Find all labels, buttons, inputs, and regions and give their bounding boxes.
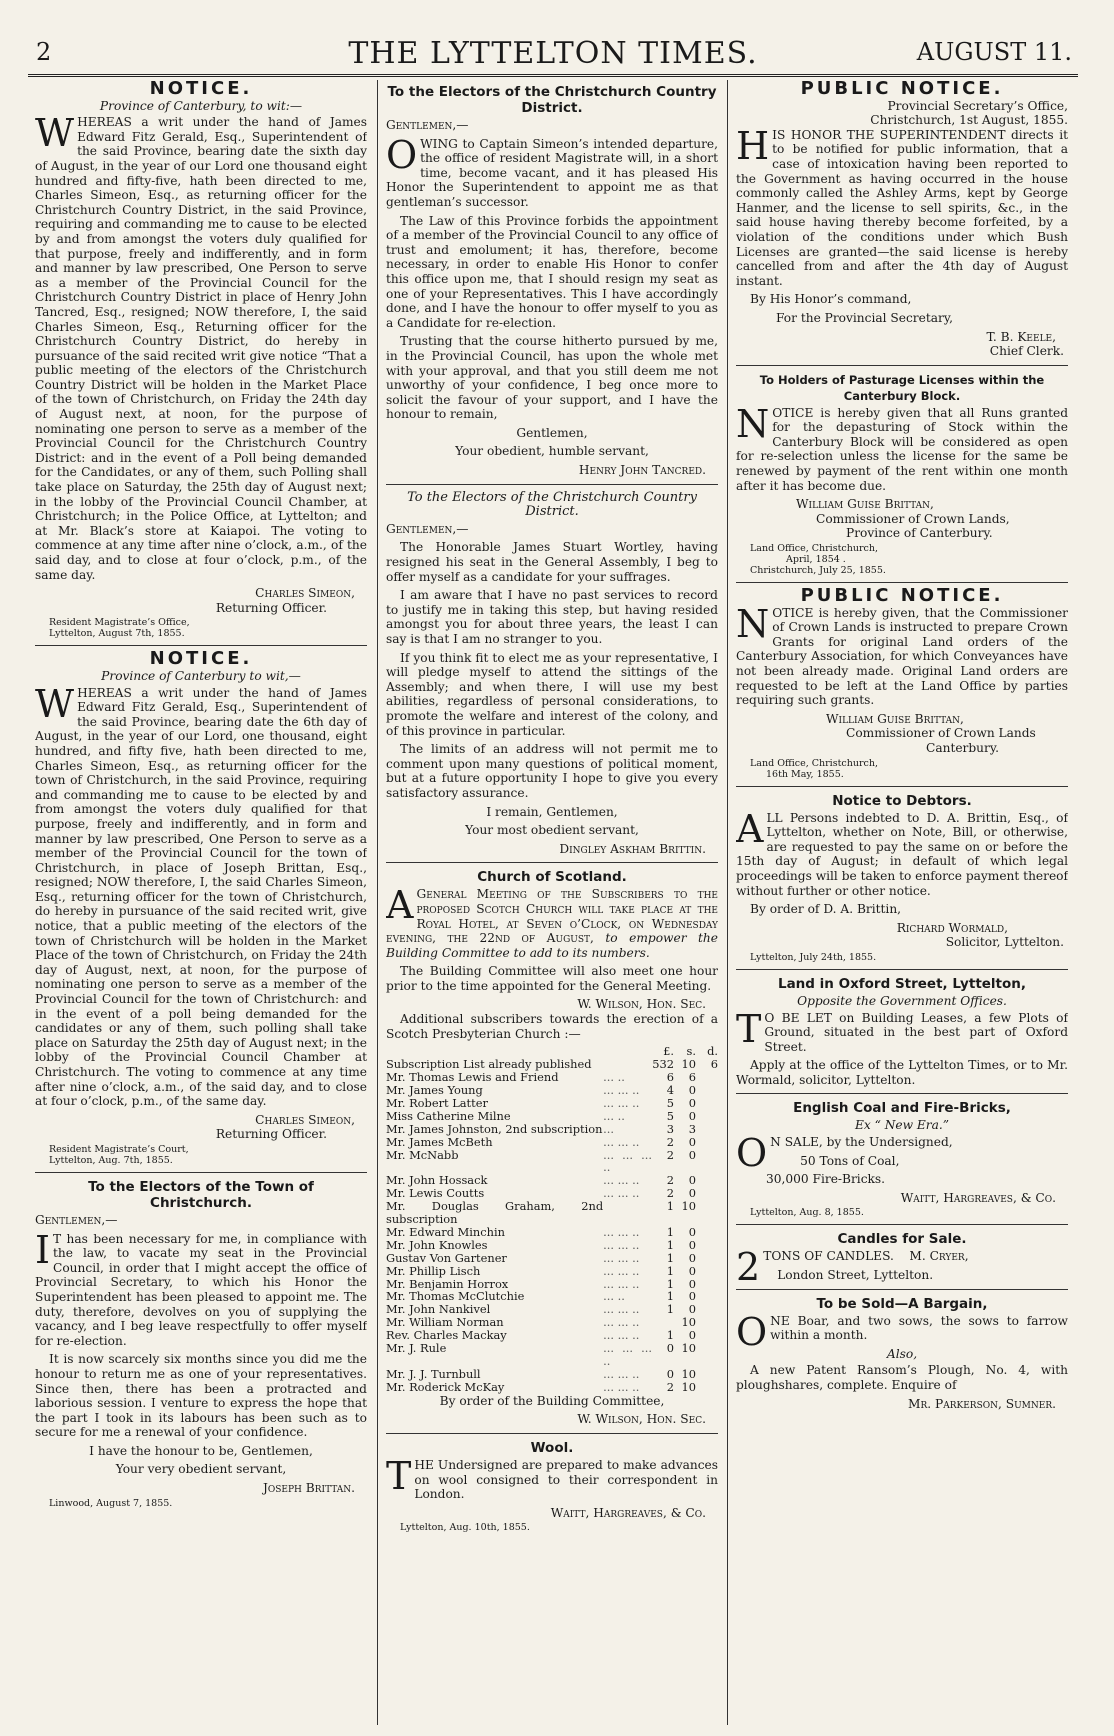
church-paragraph: A General Meeting of the Subscribers to the proposed Scotch Church will take place at the Royal Hotel, at Seven o’Clock, on Wednesday evening, the 22nd of August, to empower the Building Committee to add to its numbers.	[386, 883, 718, 960]
separator	[736, 365, 1068, 366]
signature-title: Chief Clerk.	[989, 344, 1064, 359]
address-line: April, 1854 .	[786, 554, 846, 566]
amount-shillings: 0	[688, 1173, 696, 1188]
notice-heading: Candles for Sale.	[837, 1231, 967, 1248]
table-row	[386, 1110, 718, 1123]
leader-dots: ... ... ..	[603, 1224, 640, 1239]
amount-pence	[696, 1381, 718, 1394]
address-line: Land Office, Christchurch,	[750, 757, 878, 769]
leader-dots: ... ..	[603, 1289, 625, 1304]
amount-pounds: 1	[666, 1289, 674, 1304]
amount-shillings: 0	[688, 1328, 696, 1343]
subscriber-name: Mr. John Knowles	[386, 1237, 488, 1252]
subscriber-name: Subscription List already published	[386, 1057, 592, 1072]
date-line: Lyttelton, Aug. 10th, 1855.	[400, 1522, 530, 1534]
table-row	[386, 1368, 718, 1381]
drop-cap: O	[736, 1131, 768, 1176]
subscriber-name: Mr. Thomas McClutchie	[386, 1289, 525, 1304]
table-row	[386, 1136, 718, 1149]
amount-pounds: 2	[666, 1147, 674, 1162]
subscriber-name: Mr. Lewis Coutts	[386, 1186, 485, 1201]
amount-shillings: 3	[688, 1121, 696, 1136]
drop-cap: O	[386, 132, 418, 177]
leader-dots: ... ... ... ..	[603, 1341, 652, 1368]
signature-name: W. Wilson, Hon. Sec.	[577, 1412, 706, 1427]
subscriber-name: Miss Catherine Milne	[386, 1108, 511, 1123]
amount-shillings: 10	[681, 1057, 696, 1072]
church-paragraph: The Building Committee will also meet one hour prior to the time appointed for the General Meeting.	[386, 964, 718, 993]
column-header: £.	[663, 1044, 674, 1059]
signature-title: Commissioner of Crown Lands	[846, 726, 1036, 741]
subscriber-name: Mr. James Young	[386, 1082, 483, 1097]
date-line: Linwood, August 7, 1855.	[49, 1497, 173, 1509]
drop-cap: N	[736, 601, 770, 646]
separator	[736, 1289, 1068, 1290]
closing-line: I remain, Gentlemen,	[486, 804, 618, 819]
subscriber-name: Mr. Edward Minchin	[386, 1224, 505, 1239]
notice-body: T O BE LET on Building Leases, a few Plots of Ground, situated in the best part of Oxford Street.	[736, 1006, 1068, 1054]
subscriber-name: Gustav Von Gartener	[386, 1250, 507, 1265]
leader-dots: ... ... ..	[603, 1263, 640, 1278]
leader-dots	[603, 1200, 652, 1226]
address-electors-town	[35, 1179, 367, 1509]
date-line: Lyttelton, Aug. 7th, 1855.	[49, 1154, 173, 1166]
address-tancred	[386, 84, 718, 478]
drop-cap: T	[736, 1006, 762, 1051]
amount-pence	[696, 1149, 718, 1175]
amount-pounds: 0	[666, 1341, 674, 1356]
issue-date: AUGUST 11.	[916, 38, 1072, 66]
date-line: Lyttelton, August 7th, 1855.	[49, 628, 185, 640]
notice-body: HIS HONOR THE SUPERINTENDENT directs it to be notified for public information, that a case of intoxication having been reported to the Government as having occurred in the house commonly called the Ashley Arms, kept by George Hanmer, and the license to sell spirits, &c., in the said house having thereby become forfeited, by a violation of the conditions under which Bush Licenses are granted—the said license is hereby cancelled from and after the 4th day of August instant.	[736, 123, 1068, 288]
masthead-rule	[28, 74, 1078, 77]
drop-cap: W	[35, 681, 75, 726]
separator	[35, 1172, 367, 1173]
closing-line: I have the honour to be, Gentlemen,	[89, 1443, 313, 1458]
newspaper-title: THE LYTTELTON TIMES.	[348, 36, 758, 71]
notice-subheading: Province of Canterbury, to wit:—	[99, 98, 303, 113]
subscriber-name: Mr. J. J. Turnbull	[386, 1366, 481, 1381]
signature-title: Canterbury.	[926, 740, 999, 755]
drop-cap: A	[736, 806, 764, 851]
subscriber-name: Mr. Roderick McKay	[386, 1379, 505, 1394]
address-heading: To the Electors of the Town of Christchurch.	[88, 1178, 314, 1211]
amount-shillings: 0	[688, 1289, 696, 1304]
separator	[736, 786, 1068, 787]
amount-pounds: 1	[666, 1224, 674, 1239]
subscriber-name: Mr. McNabb	[386, 1147, 459, 1162]
amount-pence	[696, 1097, 718, 1110]
amount-shillings: 0	[688, 1237, 696, 1252]
leader-dots: ... ... ..	[603, 1173, 640, 1188]
amount-pence	[696, 1110, 718, 1123]
closing-line: Your very obedient servant,	[115, 1462, 287, 1477]
notice-body: WHEREAS a writ under the hand of James Edward Fitz Gerald, Esq., Superintendent of the said Province, bearing date the sixth day of August, in the year of our Lord one thousand eight hundred and fifty-five, hath been directed to me, Charles Simeon, Esq., as returning officer for the Christchurch Country District, in the said Province, requiring and commanding me to cause to be elected by and from amongst the voters duly qualified for that purpose, freely and indifferently, and in form and manner by law prescribed, One Person to serve as a member of the Provincial Council for the Christchurch Country District in place of Henry John Tancred, Esq., resigned; NOW therefore, I, the said Charles Simeon, Esq., Returning officer for the Christchurch Country District, do hereby in pursuance of the said recited writ give notice “That a public meeting of the electors of the Christchurch Country District will be holden in the Market Place of the town of Christchurch, on Friday the 24th day of August next, at noon, for the purpose of nominating one person to serve as a member of the Provincial Council for the Christchurch Country District: and in the event of a Poll being demanded for the Candidates, or any of them, such Polling shall take place on Saturday, the 25th day of August next; in the lobby of the Provincial Council Chamber, at Christchurch; in the Police Office, at Lyttelton; and at Mr. Black’s store at Kaiapoi. The voting to commence at any time after nine o’clock, a.m., of the said day, and to close at four o’clock, p.m., of the same day.	[35, 111, 367, 582]
signature-name: Dingley Askham Brittin.	[559, 841, 706, 856]
office-line: Provincial Secretary’s Office,	[887, 98, 1068, 113]
amount-pounds: 1	[666, 1263, 674, 1278]
leader-dots: ... ... ..	[603, 1379, 640, 1394]
amount-pence	[696, 1329, 718, 1342]
amount-shillings: 0	[688, 1276, 696, 1291]
amount-shillings: 10	[681, 1341, 696, 1356]
signature-name: Henry John Tancred.	[578, 463, 706, 478]
table-row	[386, 1123, 718, 1136]
address-paragraph: The Law of this Province forbids the appointment of a member of the Provincial Council to any office of trust and emolument; it has, therefore, become necessary, in order to enable His Honor to confer this office upon me, that I should resign my seat as one of your Representatives. This I have accordingly done, and I have the honour to offer myself to you as a Candidate for re-election.	[386, 213, 718, 330]
closing-line: Your most obedient servant,	[465, 823, 639, 838]
notice-body: WHEREAS a writ under the hand of James Edward Fitz Gerald, Esq., Superintendent of the said Province, bearing date the 6th day of August, in the year of our Lord, one thousand, eight hundred, and fifty five, hath been directed to me, Charles Simeon, Esq., as returning officer for the town of Christchurch, in the said Province, requiring and commanding me to cause to be elected by and from amongst the voters duly qualified for that purpose, freely and indifferently, and in form and manner by law prescribed, One Person to serve as a member of the Provincial Council for the town of Christchurch, in place of Joseph Brittan, Esq., resigned; NOW therefore, I, the said Charles Simeon, Esq., returning officer for the town of Christchurch, do hereby in pursuance of the said recited writ, give notice, that a public meeting of the electors of the town of Christchurch will be holden in the Market Place of the town of Christchurch, on Friday the 24th day of August, next, at noon, for the purpose of nominating one person to serve as a member of the Provincial Council for the town of Christchurch: and in the event of a poll being demanded for the candidates or any of them, such polling shall take place on Saturday the 25th day of August next; in the lobby of the Provincial Council Chamber at Christchurch. The voting to commence at any time after nine o’clock, a.m., of the said day, and to close at four o’clock, p.m., of the same day.	[35, 681, 367, 1109]
table-row	[386, 1226, 718, 1239]
closing-line: Gentlemen,	[516, 425, 588, 440]
address-paragraph: If you think fit to elect me as your representative, I will pledge myself to attend the sittings of the Assembly; and when there, I will use my best abilities, regardless of personal considerations, to promote the welfare and interest of the colony, and of this province in particular.	[386, 650, 718, 738]
signature-name: Joseph Brittan.	[263, 1481, 355, 1496]
amount-shillings: 0	[688, 1095, 696, 1110]
public-notice-license	[736, 82, 1068, 359]
to-be-sold	[736, 1296, 1068, 1412]
separator	[736, 1224, 1068, 1225]
amount-shillings: 10	[681, 1199, 696, 1214]
subscriber-name: Rev. Charles Mackay	[386, 1328, 507, 1343]
drop-cap: 2	[736, 1245, 761, 1290]
amount-pence	[696, 1290, 718, 1303]
leader-dots: ... ... ..	[603, 1250, 640, 1265]
amount-pounds: 1	[666, 1328, 674, 1343]
amount-pence	[696, 1239, 718, 1252]
amount-pence	[696, 1265, 718, 1278]
leader-dots: ... ..	[603, 1070, 625, 1085]
amount-pence	[696, 1303, 718, 1316]
subscriber-name: Mr. Douglas Graham, 2nd subscription	[386, 1199, 604, 1227]
table-row	[386, 1200, 718, 1226]
drop-cap: W	[35, 111, 75, 156]
drop-cap: O	[736, 1309, 768, 1354]
notice-body: O N SALE, by the Undersigned,	[736, 1131, 953, 1176]
table-row	[386, 1252, 718, 1265]
amount-pence	[696, 1123, 718, 1136]
drop-cap: I	[35, 1227, 51, 1272]
column-divider	[727, 80, 728, 1725]
salutation: Gentlemen,—	[35, 1212, 118, 1227]
table-row	[386, 1097, 718, 1110]
pasturage-notice	[736, 372, 1068, 576]
notice-heading: NOTICE.	[149, 648, 253, 670]
amount-shillings: 0	[688, 1147, 696, 1162]
amount-pence: 6	[710, 1057, 718, 1072]
signature-name: William Guise Brittan,	[796, 497, 934, 512]
amount-shillings: 6	[688, 1070, 696, 1085]
church-paragraph: Additional subscribers towards the erection of a Scotch Presbyterian Church :—	[386, 1012, 718, 1041]
notice-heading: PUBLIC NOTICE.	[800, 585, 1004, 607]
notice-heading: To be Sold—A Bargain,	[816, 1295, 988, 1312]
column-header: d.	[707, 1044, 718, 1059]
amount-pounds: 3	[666, 1121, 674, 1136]
date-line: 16th May, 1855.	[766, 768, 844, 780]
church-of-scotland	[386, 869, 718, 1427]
masthead	[28, 34, 1078, 74]
amount-shillings: 10	[681, 1379, 696, 1394]
amount-pounds: 6	[666, 1070, 674, 1085]
notice-line: A new Patent Ransom’s Plough, No. 4, with ploughshares, complete. Enquire of	[736, 1363, 1068, 1392]
subscription-table	[386, 1045, 718, 1393]
notice-heading: Land in Oxford Street, Lyttelton,	[777, 975, 1027, 992]
salutation: Gentlemen,—	[386, 118, 469, 132]
subscriber-name: Mr. John Hossack	[386, 1173, 488, 1188]
date-line: Lyttelton, July 24th, 1855.	[750, 951, 877, 963]
church-heading: Church of Scotland.	[477, 869, 627, 886]
amount-shillings: 0	[688, 1108, 696, 1123]
amount-pence	[696, 1200, 718, 1226]
leader-dots: ... ... ..	[603, 1276, 640, 1291]
signature-title: Returning Officer.	[215, 1127, 327, 1142]
amount-shillings: 0	[688, 1302, 696, 1317]
candles-for-sale	[736, 1231, 1068, 1290]
notice-subheading: Opposite the Government Offices.	[797, 993, 1007, 1008]
address-line: Land Office, Christchurch,	[750, 543, 878, 555]
table-row	[386, 1149, 718, 1175]
closing-line: By order of the Building Committee,	[439, 1393, 665, 1408]
notice-subheading: Province of Canterbury to wit,—	[101, 668, 301, 683]
leader-dots: ... ... ..	[603, 1186, 640, 1201]
amount-pence	[696, 1187, 718, 1200]
public-notice-grants	[736, 585, 1068, 780]
amount-pence	[696, 1278, 718, 1291]
separator	[736, 969, 1068, 970]
signature-name: Waitt, Hargreaves, & Co.	[900, 1190, 1056, 1205]
notice-line: By His Honor’s command,	[750, 292, 912, 307]
notice-line: 50 Tons of Coal,	[800, 1153, 900, 1168]
salutation: Gentlemen,—	[386, 521, 469, 536]
leader-dots: ... ... ..	[603, 1366, 640, 1381]
amount-shillings: 0	[688, 1250, 696, 1265]
signature-name: William Guise Brittan,	[826, 711, 964, 726]
notice-country-district	[35, 82, 367, 639]
amount-shillings: 0	[688, 1186, 696, 1201]
signature-name: Charles Simeon,	[255, 1112, 355, 1127]
leader-dots: ... ... ..	[603, 1095, 640, 1110]
amount-pence	[696, 1136, 718, 1149]
amount-pence	[696, 1252, 718, 1265]
date-line: Lyttelton, Aug. 8, 1855.	[750, 1207, 864, 1219]
address-paragraph: OWING to Captain Simeon’s intended departure, the office of resident Magistrate will, in a short time, become vacant, and it has pleased His Honor the Superintendent to appoint me as that gentleman’s successor.	[386, 132, 718, 209]
notice-body: ONE Boar, and two sows, the sows to farrow within a month.	[736, 1309, 1068, 1354]
separator	[386, 484, 718, 485]
signature-title: Solicitor, Lyttelton.	[945, 935, 1064, 950]
closing-line: Your obedient, humble servant,	[455, 444, 649, 459]
notice-heading: English Coal and Fire-Bricks,	[793, 1100, 1011, 1117]
column-header: s.	[686, 1044, 696, 1059]
subscriber-name: Mr. John Nankivel	[386, 1302, 491, 1317]
notice-heading: PUBLIC NOTICE.	[800, 80, 1004, 99]
signature-title: Province of Canterbury.	[846, 526, 993, 541]
subscriber-name: Mr. J. Rule	[386, 1341, 447, 1356]
column-divider	[377, 80, 378, 1725]
amount-pence	[696, 1084, 718, 1097]
amount-pence	[696, 1342, 718, 1368]
notice-town-christchurch	[35, 648, 367, 1166]
wool-heading: Wool.	[530, 1439, 574, 1456]
leader-dots: ... ... ..	[603, 1328, 640, 1343]
subscriber-name: Mr. Robert Latter	[386, 1095, 488, 1110]
separator	[35, 645, 367, 646]
amount-pence	[696, 1368, 718, 1381]
amount-pence	[696, 1174, 718, 1187]
amount-shillings: 0	[688, 1082, 696, 1097]
signature-title: Returning Officer.	[215, 600, 327, 615]
column-1	[35, 80, 367, 1725]
separator	[386, 862, 718, 863]
column-2	[386, 80, 718, 1725]
leader-dots: ... ..	[603, 1108, 625, 1123]
wool-notice	[386, 1440, 718, 1533]
notice-body: ALL Persons indebted to D. A. Brittin, Esq., of Lyttelton, whether on Note, Bill, or otherwise, are requested to pay the same on or before the 15th day of August; in default of which legal proceedings will be taken to enforce payment thereof without further or other notice.	[736, 806, 1068, 898]
address-paragraph: Trusting that the course hitherto pursued by me, in the Provincial Council, has upon the whole met with your approval, and that you still deem me not unworthy of your confidence, I beg once more to solicit the favour of your support, and I have the honour to remain,	[386, 334, 718, 422]
amount-shillings: 0	[688, 1134, 696, 1149]
amount-shillings: 10	[681, 1366, 696, 1381]
amount-pounds: 532	[652, 1057, 674, 1072]
drop-cap: N	[736, 401, 770, 446]
signature-name: Mr. Parkerson, Sumner.	[908, 1396, 1056, 1411]
address-paragraph: I T has been necessary for me, in compliance with the law, to vacate my seat in the Provincial Council, in order that I might accept the office of Provincial Secretary, to which his Honor the Superintendent has been pleased to appoint me. The duty, therefore, devolves on you of supplying the vacancy, and I beg leave respectfully to offer myself for re-election.	[35, 1227, 367, 1348]
notice-heading: NOTICE.	[149, 80, 253, 99]
notice-body: NOTICE is hereby given that all Runs granted for the depasturing of Stock within the Canterbury Block will be considered as open for re-selection unless the license for the same be renewed by payment of the rent within one month after it has become due.	[736, 401, 1068, 493]
page-number: 2	[36, 38, 52, 66]
amount-pence	[696, 1071, 718, 1084]
leader-dots: ... ... ..	[603, 1082, 640, 1097]
notice-to-debtors	[736, 793, 1068, 963]
notice-line: For the Provincial Secretary,	[776, 310, 953, 325]
address-line: Resident Magistrate’s Office,	[49, 617, 190, 629]
amount-pounds: 1	[666, 1302, 674, 1317]
amount-shillings: 0	[688, 1224, 696, 1239]
drop-cap: T	[386, 1453, 412, 1498]
amount-pounds: 1	[666, 1276, 674, 1291]
subscriber-name: Mr. Phillip Lisch	[386, 1263, 481, 1278]
address-heading: To the Electors of the Christchurch Country District.	[387, 84, 717, 116]
leader-dots: ... ... ..	[603, 1134, 640, 1149]
amount-pounds: 2	[666, 1173, 674, 1188]
drop-cap: A	[386, 883, 414, 928]
notice-line: By order of D. A. Brittin,	[750, 902, 902, 917]
notice-line: 30,000 Fire-Bricks.	[766, 1172, 886, 1187]
subscriber-name: Mr. Thomas Lewis and Friend	[386, 1070, 559, 1085]
amount-pounds: 4	[666, 1082, 674, 1097]
notice-subheading: Also,	[886, 1346, 918, 1361]
notice-heading: Notice to Debtors.	[832, 792, 972, 809]
notice-line: Apply at the office of the Lyttelton Times, or to Mr. Wormald, solicitor, Lyttelton.	[736, 1058, 1068, 1087]
notice-subheading: Ex “ New Era.”	[854, 1118, 950, 1133]
table-row	[386, 1342, 718, 1368]
separator	[736, 1093, 1068, 1094]
address-paragraph: The limits of an address will not permit me to comment upon many questions of political moment, but at a future opportunity I hope to give you every satisfactory assurance.	[386, 742, 718, 800]
amount-pounds: 1	[666, 1199, 674, 1214]
leader-dots: ... ... ..	[603, 1315, 640, 1330]
table-row	[386, 1239, 718, 1252]
office-date: Christchurch, 1st August, 1855.	[870, 113, 1068, 128]
table-row	[386, 1265, 718, 1278]
drop-cap: H	[736, 123, 770, 168]
subscriber-name: Mr. James McBeth	[386, 1134, 493, 1149]
amount-pence	[696, 1316, 718, 1329]
amount-pounds: 5	[666, 1095, 674, 1110]
address-line: Resident Magistrate’s Court,	[49, 1143, 189, 1155]
amount-pounds: 1	[666, 1250, 674, 1265]
amount-pence	[696, 1226, 718, 1239]
amount-pounds: 1	[666, 1237, 674, 1252]
subscriber-name: Mr. William Norman	[386, 1315, 504, 1330]
notice-body: 2 TONS OF CANDLES. M. Cryer,	[736, 1245, 969, 1290]
notice-line: London Street, Lyttelton.	[777, 1268, 934, 1283]
amount-pounds: 5	[666, 1108, 674, 1123]
signature-name: Waitt, Hargreaves, & Co.	[550, 1505, 706, 1520]
amount-pounds: 2	[666, 1186, 674, 1201]
separator	[736, 582, 1068, 583]
address-paragraph: I am aware that I have no past services to record to justify me in taking this step, but having resided amongst you for about three years, the least I can say is that I am no stranger to you.	[386, 588, 718, 646]
leader-dots: ... ... ..	[603, 1237, 640, 1252]
wool-paragraph: THE Undersigned are prepared to make advances on wool consigned to their correspondent in London.	[386, 1453, 718, 1502]
land-oxford-street	[736, 976, 1068, 1088]
amount-shillings: 0	[688, 1263, 696, 1278]
leader-dots: ... ... ..	[603, 1302, 640, 1317]
address-paragraph: It is now scarcely six months since you did me the honour to return me as one of your representatives. Since then, there has been a protracted and laborious session. I venture to express the hope that the part I took in its labours has been such as to secure for me a renewal of your confidence.	[35, 1352, 367, 1440]
notice-heading: To Holders of Pasturage Licenses within the Canterbury Block.	[759, 372, 1045, 403]
signature-name: Charles Simeon,	[255, 586, 355, 601]
coal-and-bricks	[736, 1100, 1068, 1218]
signature-name: T. B. Keele,	[986, 329, 1056, 344]
amount-shillings: 10	[681, 1315, 696, 1330]
signature-title: Commissioner of Crown Lands,	[816, 511, 1010, 526]
column-3	[736, 80, 1068, 1725]
signature-name: Richard Wormald,	[896, 920, 1008, 935]
address-paragraph: The Honorable James Stuart Wortley, having resigned his seat in the General Assembly, I beg to offer myself as a candidate for your suffrages.	[386, 540, 718, 584]
table-row	[386, 1084, 718, 1097]
amount-pounds: 0	[666, 1366, 674, 1381]
address-brittin	[386, 491, 718, 857]
separator	[386, 1433, 718, 1434]
amount-pounds: 2	[666, 1379, 674, 1394]
address-heading: To the Electors of the Christchurch Country District.	[407, 489, 697, 520]
leader-dots: ...	[603, 1121, 614, 1136]
amount-pounds: 2	[666, 1134, 674, 1149]
subscriber-name: Mr. Benjamin Horrox	[386, 1276, 509, 1291]
date-line: Christchurch, July 25, 1855.	[750, 565, 886, 577]
leader-dots: ... ... ... ..	[603, 1147, 652, 1175]
signature-name: W. Wilson, Hon. Sec.	[577, 997, 706, 1012]
table-row	[386, 1381, 718, 1394]
notice-body: NOTICE is hereby given, that the Commissioner of Crown Lands is instructed to prepare Crown Grants for original Land orders of the Canterbury Association, for which Conveyances have not been already made. Original Land orders are requested to be left at the Land Office by parties requiring such grants.	[736, 601, 1068, 708]
subscriber-name: Mr. James Johnston, 2nd subscription	[386, 1121, 603, 1136]
